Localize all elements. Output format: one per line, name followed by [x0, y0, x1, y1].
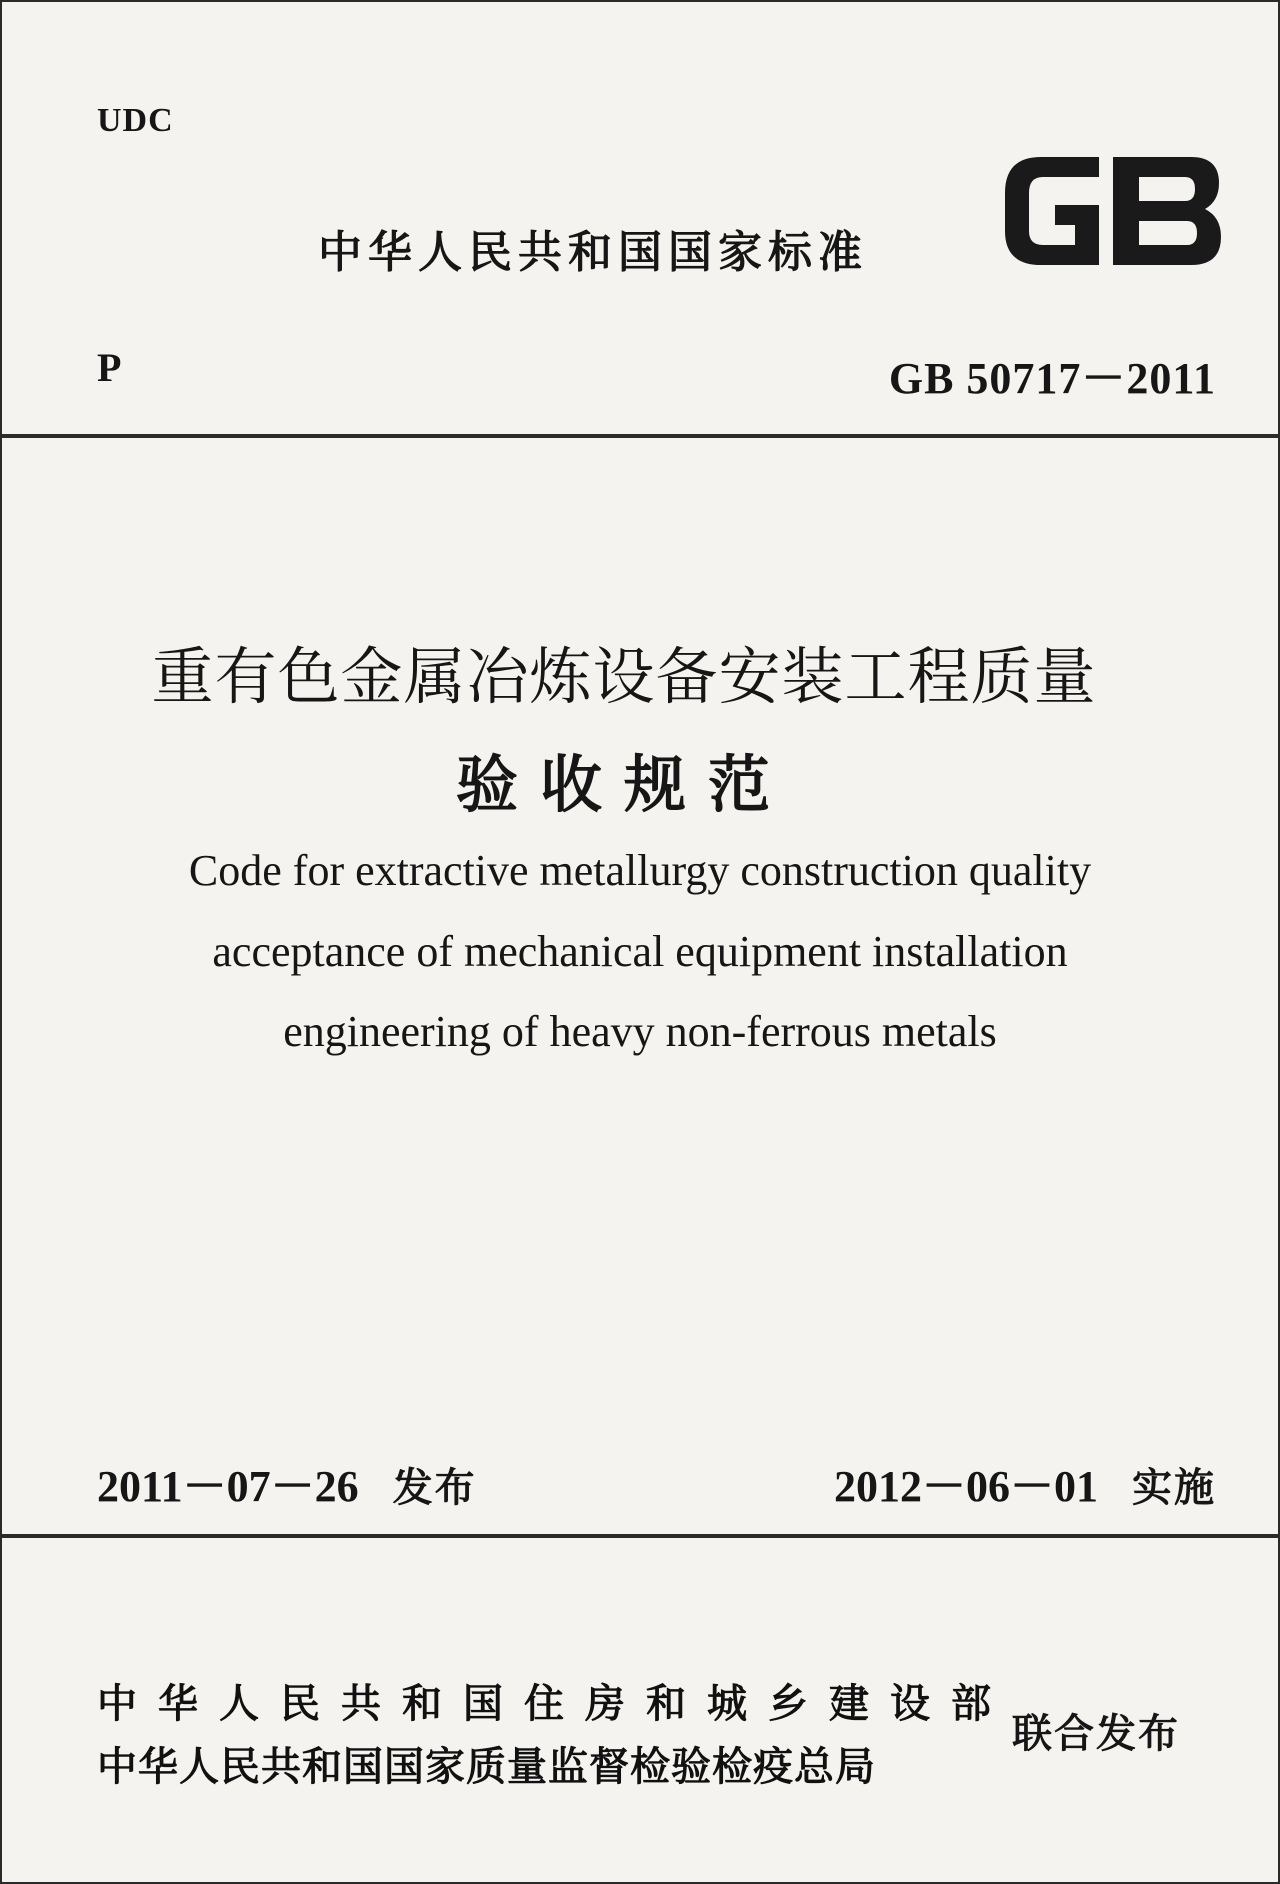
effective-date: 2012－06－01 [834, 1462, 1098, 1511]
svg-text:GB: GB [995, 147, 997, 148]
title-chinese-line2: 验收规范 [455, 748, 792, 821]
issue-label: 发布 [392, 1465, 477, 1511]
effective-label: 实施 [1132, 1465, 1216, 1511]
publisher-line2: 中华人民共和国国家质量监督检验检疫总局 [97, 1744, 876, 1790]
bottom-divider [2, 1534, 1278, 1538]
issue-date-block [97, 1450, 477, 1514]
issue-date: 2011－07－26 [97, 1462, 359, 1511]
joint-publication-label: 联合发布 [1012, 1711, 1180, 1757]
gb-logo-graphic [995, 147, 1227, 275]
title-english-line1: Code for extractive metallurgy construction quality [188, 846, 1092, 895]
title-english-line2: acceptance of mechanical equipment installation [212, 927, 1068, 976]
udc-label: UDC [97, 102, 174, 139]
publisher-line1: 中华人民共和国住房和城乡建设部 [97, 1681, 1012, 1727]
title-chinese-line1: 重有色金属冶炼设备安装工程质量 [151, 640, 1097, 713]
classification-code: P [97, 345, 122, 390]
title-english-line3: engineering of heavy non-ferrous metals [283, 1007, 997, 1056]
effective-date-block [834, 1450, 1216, 1514]
gb-logo [995, 147, 1227, 275]
standard-number: GB 50717－2011 [888, 354, 1216, 403]
national-standard-heading: 中华人民共和国国家标准 [318, 227, 868, 278]
top-divider [2, 434, 1278, 438]
